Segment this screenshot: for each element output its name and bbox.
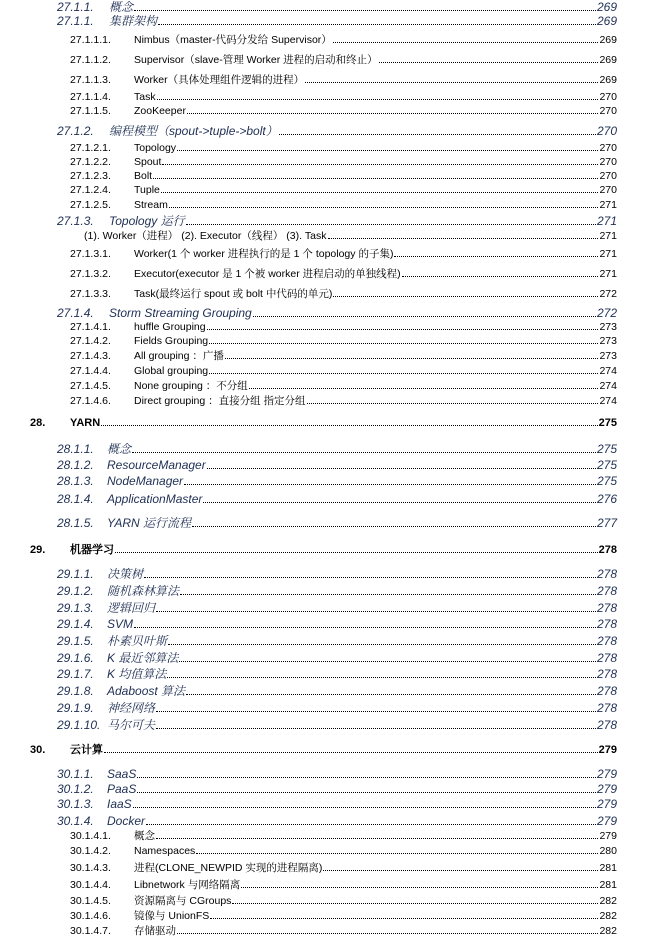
toc-entry[interactable] [70,910,617,924]
toc-entry[interactable] [30,543,617,557]
toc-entry-title: 朴素贝叶斯 [107,634,168,648]
toc-entry-page-number: 275 [596,458,617,472]
toc-entry-number: 27.1.1. [57,14,94,28]
toc-entry-title: 编程模型（spout->tuple->bolt） [109,124,278,138]
toc-entry-page-number: 272 [599,288,617,300]
toc-entry-number: 27.1.1.3. [70,74,111,86]
toc-entry[interactable] [57,718,617,733]
dot-leader [134,627,596,628]
toc-entry[interactable] [57,782,617,797]
toc-entry-title: Spout [134,156,162,168]
dot-leader [333,42,599,43]
toc-entry-number: 27.1.2.4. [70,184,111,196]
toc-entry-page-number: 278 [596,617,617,631]
dot-leader [177,150,598,151]
dot-leader [394,256,598,257]
toc-entry-title: NodeManager [107,474,184,488]
toc-entry-number: 27.1.2.5. [70,199,111,211]
toc-entry[interactable] [70,288,617,302]
toc-entry-title: Supervisor（slave-管理 Worker 进程的启动和终止） [134,54,378,66]
dot-leader [192,526,596,527]
toc-entry-title: 镜像与 UnionFS [134,910,210,922]
toc-entry-title: ResourceManager [107,458,206,472]
dot-leader [180,594,596,595]
toc-entry[interactable] [57,124,617,139]
toc-entry[interactable] [57,814,617,829]
toc-entry[interactable] [70,184,617,198]
toc-entry[interactable] [57,634,617,649]
toc-entry-page-number: 273 [599,335,617,347]
toc-entry-page-number: 274 [599,395,617,407]
toc-entry-title: 存储驱动 [134,925,176,937]
toc-entry-page-number: 269 [596,0,617,14]
toc-entry-number: 30.1.4. [57,814,94,828]
dot-leader [179,661,596,662]
toc-entry-number: 30.1.1. [57,767,94,781]
toc-entry-number: 29.1.10. [57,718,101,732]
toc-entry-title: 进程(CLONE_NEWPID 实现的进程隔离) [134,862,323,874]
toc-entry-title: Task(最终运行 spout 或 bolt 中代码的单元) [134,288,333,300]
toc-entry[interactable] [70,830,617,844]
toc-entry-title: 逻辑回归 [107,601,156,615]
toc-entry-title: Global grouping [134,365,209,377]
dot-leader [307,403,599,404]
toc-entry-page-number: 278 [596,684,617,698]
toc-entry-number: 28.1.5. [57,516,94,530]
toc-entry-page-number: 276 [596,492,617,506]
toc-entry-number: 29.1.8. [57,684,94,698]
toc-entry-number: 28.1.3. [57,474,94,488]
toc-entry-title: All grouping ：广播 [134,350,224,362]
toc-entry-number: 27.1.4.3. [70,350,111,362]
dot-leader [156,611,596,612]
toc-entry-number: 29.1.6. [57,651,94,665]
toc-entry-page-number: 278 [596,667,617,681]
dot-leader [161,192,599,193]
toc-entry-page-number: 279 [596,814,617,828]
toc-entry-page-number: 274 [599,365,617,377]
toc-entry-page-number: 270 [596,124,617,138]
toc-entry[interactable] [30,743,617,757]
dot-leader [137,777,596,778]
dot-leader [305,82,598,83]
dot-leader [196,853,598,854]
toc-entry[interactable] [57,684,617,699]
toc-entry-page-number: 270 [599,142,617,154]
toc-entry-title: Libnetwork 与网络隔离 [134,879,241,891]
toc-entry-number: 29.1.2. [57,584,94,598]
dot-leader [144,577,596,578]
toc-entry-title: Bolt [134,170,153,182]
toc-entry-page-number: 272 [596,306,617,320]
toc-entry[interactable] [57,601,617,616]
toc-entry-title: 概念 [109,0,134,14]
dot-leader [203,502,596,503]
toc-entry-number: 27.1.2. [57,124,94,138]
toc-entry[interactable] [84,230,617,244]
toc-entry-title: PaaS [107,782,137,796]
dot-leader [209,373,598,374]
toc-entry-number: 29.1.7. [57,667,94,681]
toc-entry-page-number: 270 [599,170,617,182]
toc-entry-number: 27.1.3.2. [70,268,111,280]
toc-entry-title: 决策树 [107,567,144,581]
toc-entry-page-number: 279 [596,782,617,796]
dot-leader [153,178,598,179]
toc-entry-number: 27.1.4.6. [70,395,111,407]
toc-entry-title: Nimbus（master-代码分发给 Supervisor） [134,34,332,46]
toc-entry-number: 28. [30,417,46,429]
toc-entry-page-number: 279 [598,744,617,756]
toc-entry-number: 27.1.4.2. [70,335,111,347]
toc-entry-page-number: 270 [599,105,617,117]
toc-entry-number: 27.1.2.1. [70,142,111,154]
toc-entry[interactable] [57,14,617,29]
dot-leader [156,711,596,712]
toc-entry-page-number: 273 [599,350,617,362]
toc-entry[interactable] [70,350,617,364]
toc-entry-title: Fields Grouping [134,335,209,347]
dot-leader [162,164,598,165]
toc-entry[interactable] [70,54,617,68]
toc-entry-page-number: 278 [596,718,617,732]
toc-entry-page-number: 281 [599,862,617,874]
toc-entry-title: 云计算 [70,744,103,756]
toc-entry[interactable] [70,879,617,893]
toc-entry-number: 27.1.3.1. [70,248,111,260]
toc-entry-number: 28.1.4. [57,492,94,506]
dot-leader [186,224,596,225]
dot-leader [167,677,596,678]
dot-leader [157,99,599,100]
toc-entry-title: YARN 运行流程 [107,516,192,530]
toc-entry-title: Executor(executor 是 1 个被 worker 进程启动的单独线程) [134,268,401,280]
toc-entry-title: 概念 [134,830,155,842]
toc-entry-number: 30.1.4.1. [70,830,111,842]
toc-entry-title: Topology 运行 [109,214,185,228]
toc-entry[interactable] [57,567,617,582]
dot-leader [209,343,598,344]
toc-entry[interactable] [70,248,617,262]
dot-leader [232,903,598,904]
toc-entry-page-number: 278 [596,651,617,665]
toc-entry-title: Namespaces [134,845,196,857]
toc-entry[interactable] [57,667,617,682]
dot-leader [137,792,596,793]
toc-entry[interactable] [57,458,617,473]
toc-entry[interactable] [70,365,617,379]
toc-entry-number: 27.1.2.2. [70,156,111,168]
toc-entry[interactable] [57,442,617,457]
dot-leader [156,728,596,729]
toc-entry-page-number: 274 [599,380,617,392]
toc-entry-number: 27.1.2.3. [70,170,111,182]
dot-leader [323,870,598,871]
toc-entry-number: 28.1.1. [57,442,94,456]
toc-entry-title: K 最近邻算法 [107,651,179,665]
toc-entry[interactable] [70,74,617,88]
toc-entry[interactable] [57,584,617,599]
toc-entry-page-number: 269 [599,34,617,46]
toc-entry-title: None grouping ：不分组 [134,380,248,392]
toc-entry-number: 27.1.4.5. [70,380,111,392]
toc-entry-number: 30.1.2. [57,782,94,796]
toc-entry[interactable] [70,335,617,349]
toc-entry-number: 29.1.9. [57,701,94,715]
toc-entry-number: 30. [30,744,46,756]
toc-entry-page-number: 279 [596,797,617,811]
toc-entry-page-number: 269 [599,54,617,66]
toc-entry-title: ApplicationMaster [107,492,203,506]
toc-entry-page-number: 277 [596,516,617,530]
toc-entry-title: 资源隔离与 CGroups [134,895,232,907]
toc-entry-page-number: 278 [596,634,617,648]
toc-entry-title: Topology [134,142,177,154]
toc-entry[interactable] [70,895,617,909]
toc-entry-title: Direct grouping ：直接分组 指定分组 [134,395,306,407]
toc-entry-number: 30.1.4.5. [70,895,111,907]
toc-entry-page-number: 270 [599,184,617,196]
toc-entry-page-number: 270 [599,91,617,103]
toc-entry-number: 28.1.2. [57,458,94,472]
toc-entry-number: 30.1.3. [57,797,94,811]
toc-entry[interactable] [57,306,617,321]
dot-leader [402,276,599,277]
toc-entry-page-number: 280 [599,845,617,857]
toc-entry[interactable] [70,142,617,156]
dot-leader [169,207,599,208]
toc-entry[interactable] [70,268,617,282]
dot-leader [249,388,599,389]
toc-entry-page-number: 279 [596,767,617,781]
toc-entry-title: huffle Grouping [134,321,206,333]
toc-entry-number: 27.1.3. [57,214,94,228]
toc-entry-title: 机器学习 [70,544,114,556]
dot-leader [379,62,599,63]
toc-entry-number: 27.1.1.4. [70,91,111,103]
toc-entry-title: Stream [134,199,168,211]
toc-entry[interactable] [70,91,617,105]
toc-entry-page-number: 271 [596,214,617,228]
dot-leader [184,484,596,485]
toc-entry-number: 27.1.3.3. [70,288,111,300]
dot-leader [210,918,598,919]
toc-entry-title: 马尔可夫 [107,718,156,732]
dot-leader [146,824,596,825]
dot-leader [101,425,597,426]
dot-leader [156,838,598,839]
toc-entry-page-number: 281 [599,879,617,891]
toc-entry-number: 27.1.1.2. [70,54,111,66]
toc-entry[interactable] [70,321,617,335]
toc-entry[interactable] [57,492,617,507]
toc-entry[interactable] [70,170,617,184]
toc-entry[interactable] [57,767,617,782]
toc-entry-number: 27.1.4.4. [70,365,111,377]
dot-leader [225,358,599,359]
toc-entry[interactable] [57,0,617,15]
dot-leader [207,468,596,469]
toc-entry[interactable] [70,925,617,939]
toc-entry-page-number: 271 [599,199,617,211]
toc-entry-number: 30.1.4.3. [70,862,111,874]
toc-entry-page-number: 282 [599,895,617,907]
toc-entry-page-number: 269 [599,74,617,86]
toc-entry[interactable] [57,474,617,489]
toc-entry-page-number: 278 [596,601,617,615]
toc-entry-title: 集群架构 [109,14,158,28]
toc-entry[interactable] [70,34,617,48]
toc-entry-title: Worker(1 个 worker 进程执行的是 1 个 topology 的子集) [134,248,394,260]
dot-leader [207,329,599,330]
dot-leader [177,933,598,934]
dot-leader [168,644,596,645]
toc-entry[interactable] [57,617,617,632]
toc-entry[interactable] [70,380,617,394]
dot-leader [134,10,596,11]
toc-entry-title: Task [134,91,156,103]
toc-entry[interactable] [57,214,617,229]
toc-entry-number: 27.1.1.1. [70,34,111,46]
toc-entry-number: 27.1.4. [57,306,94,320]
toc-entry[interactable] [57,651,617,666]
toc-entry-number: 27.1.1.5. [70,105,111,117]
toc-entry-title: YARN [70,417,101,429]
toc-entry[interactable] [70,395,617,409]
toc-entry[interactable] [70,862,617,876]
toc-entry-title: Tuple [134,184,160,196]
dot-leader [133,807,596,808]
toc-entry[interactable] [57,797,617,812]
toc-entry-number: 30.1.4.2. [70,845,111,857]
toc-entry-number: 29. [30,544,46,556]
toc-entry[interactable] [70,105,617,119]
dot-leader [186,694,596,695]
toc-entry-page-number: 275 [596,474,617,488]
toc-entry-title: Docker [107,814,146,828]
toc-entry-page-number: 275 [596,442,617,456]
dot-leader [158,24,596,25]
toc-entry[interactable] [30,416,617,430]
toc-entry-page-number: 278 [598,544,617,556]
toc-entry-title: K 均值算法 [107,667,167,681]
toc-entry-title: SVM [107,617,134,631]
toc-entry-page-number: 278 [596,701,617,715]
toc-entry-page-number: 271 [599,230,617,242]
toc-entry-number: 27.1.1. [57,0,94,14]
toc-entry[interactable] [57,701,617,716]
toc-entry-page-number: 275 [598,417,617,429]
toc-entry-title: ZooKeeper [134,105,186,117]
toc-entry-title: Storm Streaming Grouping [109,306,252,320]
toc-entry-page-number: 271 [599,268,617,280]
toc-entry-number: 30.1.4.7. [70,925,111,937]
toc-entry-number: 30.1.4.6. [70,910,111,922]
dot-leader [187,113,599,114]
toc-entry-page-number: 271 [599,248,617,260]
toc-entry-number: 30.1.4.4. [70,879,111,891]
toc-entry-page-number: 278 [596,584,617,598]
toc-entry-page-number: 269 [596,14,617,28]
toc-entry-page-number: 282 [599,910,617,922]
toc-entry-title: IaaS [107,797,132,811]
dot-leader [104,752,598,753]
toc-entry[interactable] [57,516,617,531]
toc-entry-title: Adaboost 算法 [107,684,186,698]
dot-leader [132,452,596,453]
dot-leader [333,296,598,297]
toc-entry[interactable] [70,156,617,170]
toc-entry-number: 29.1.5. [57,634,94,648]
toc-entry-number: 27.1.4.1. [70,321,111,333]
toc-entry-page-number: 273 [599,321,617,333]
toc-entry-title: (1). Worker（进程） (2). Executor（线程） (3). Task [84,230,327,242]
toc-entry-number: 29.1.1. [57,567,94,581]
toc-entry[interactable] [70,199,617,213]
toc-entry-page-number: 282 [599,925,617,937]
toc-entry-page-number: 270 [599,156,617,168]
toc-entry-title: SaaS [107,767,137,781]
toc-entry-title: 神经网络 [107,701,156,715]
dot-leader [279,134,596,135]
toc-entry-page-number: 279 [599,830,617,842]
toc-entry-number: 29.1.3. [57,601,94,615]
dot-leader [115,552,598,553]
toc-entry-title: Worker（具体处理组件逻辑的进程） [134,74,305,86]
toc-entry-title: 随机森林算法 [107,584,180,598]
toc-entry[interactable] [70,845,617,859]
dot-leader [253,316,596,317]
toc-entry-number: 29.1.4. [57,617,94,631]
dot-leader [241,887,598,888]
toc-entry-title: 概念 [107,442,132,456]
toc-entry-page-number: 278 [596,567,617,581]
dot-leader [328,238,599,239]
